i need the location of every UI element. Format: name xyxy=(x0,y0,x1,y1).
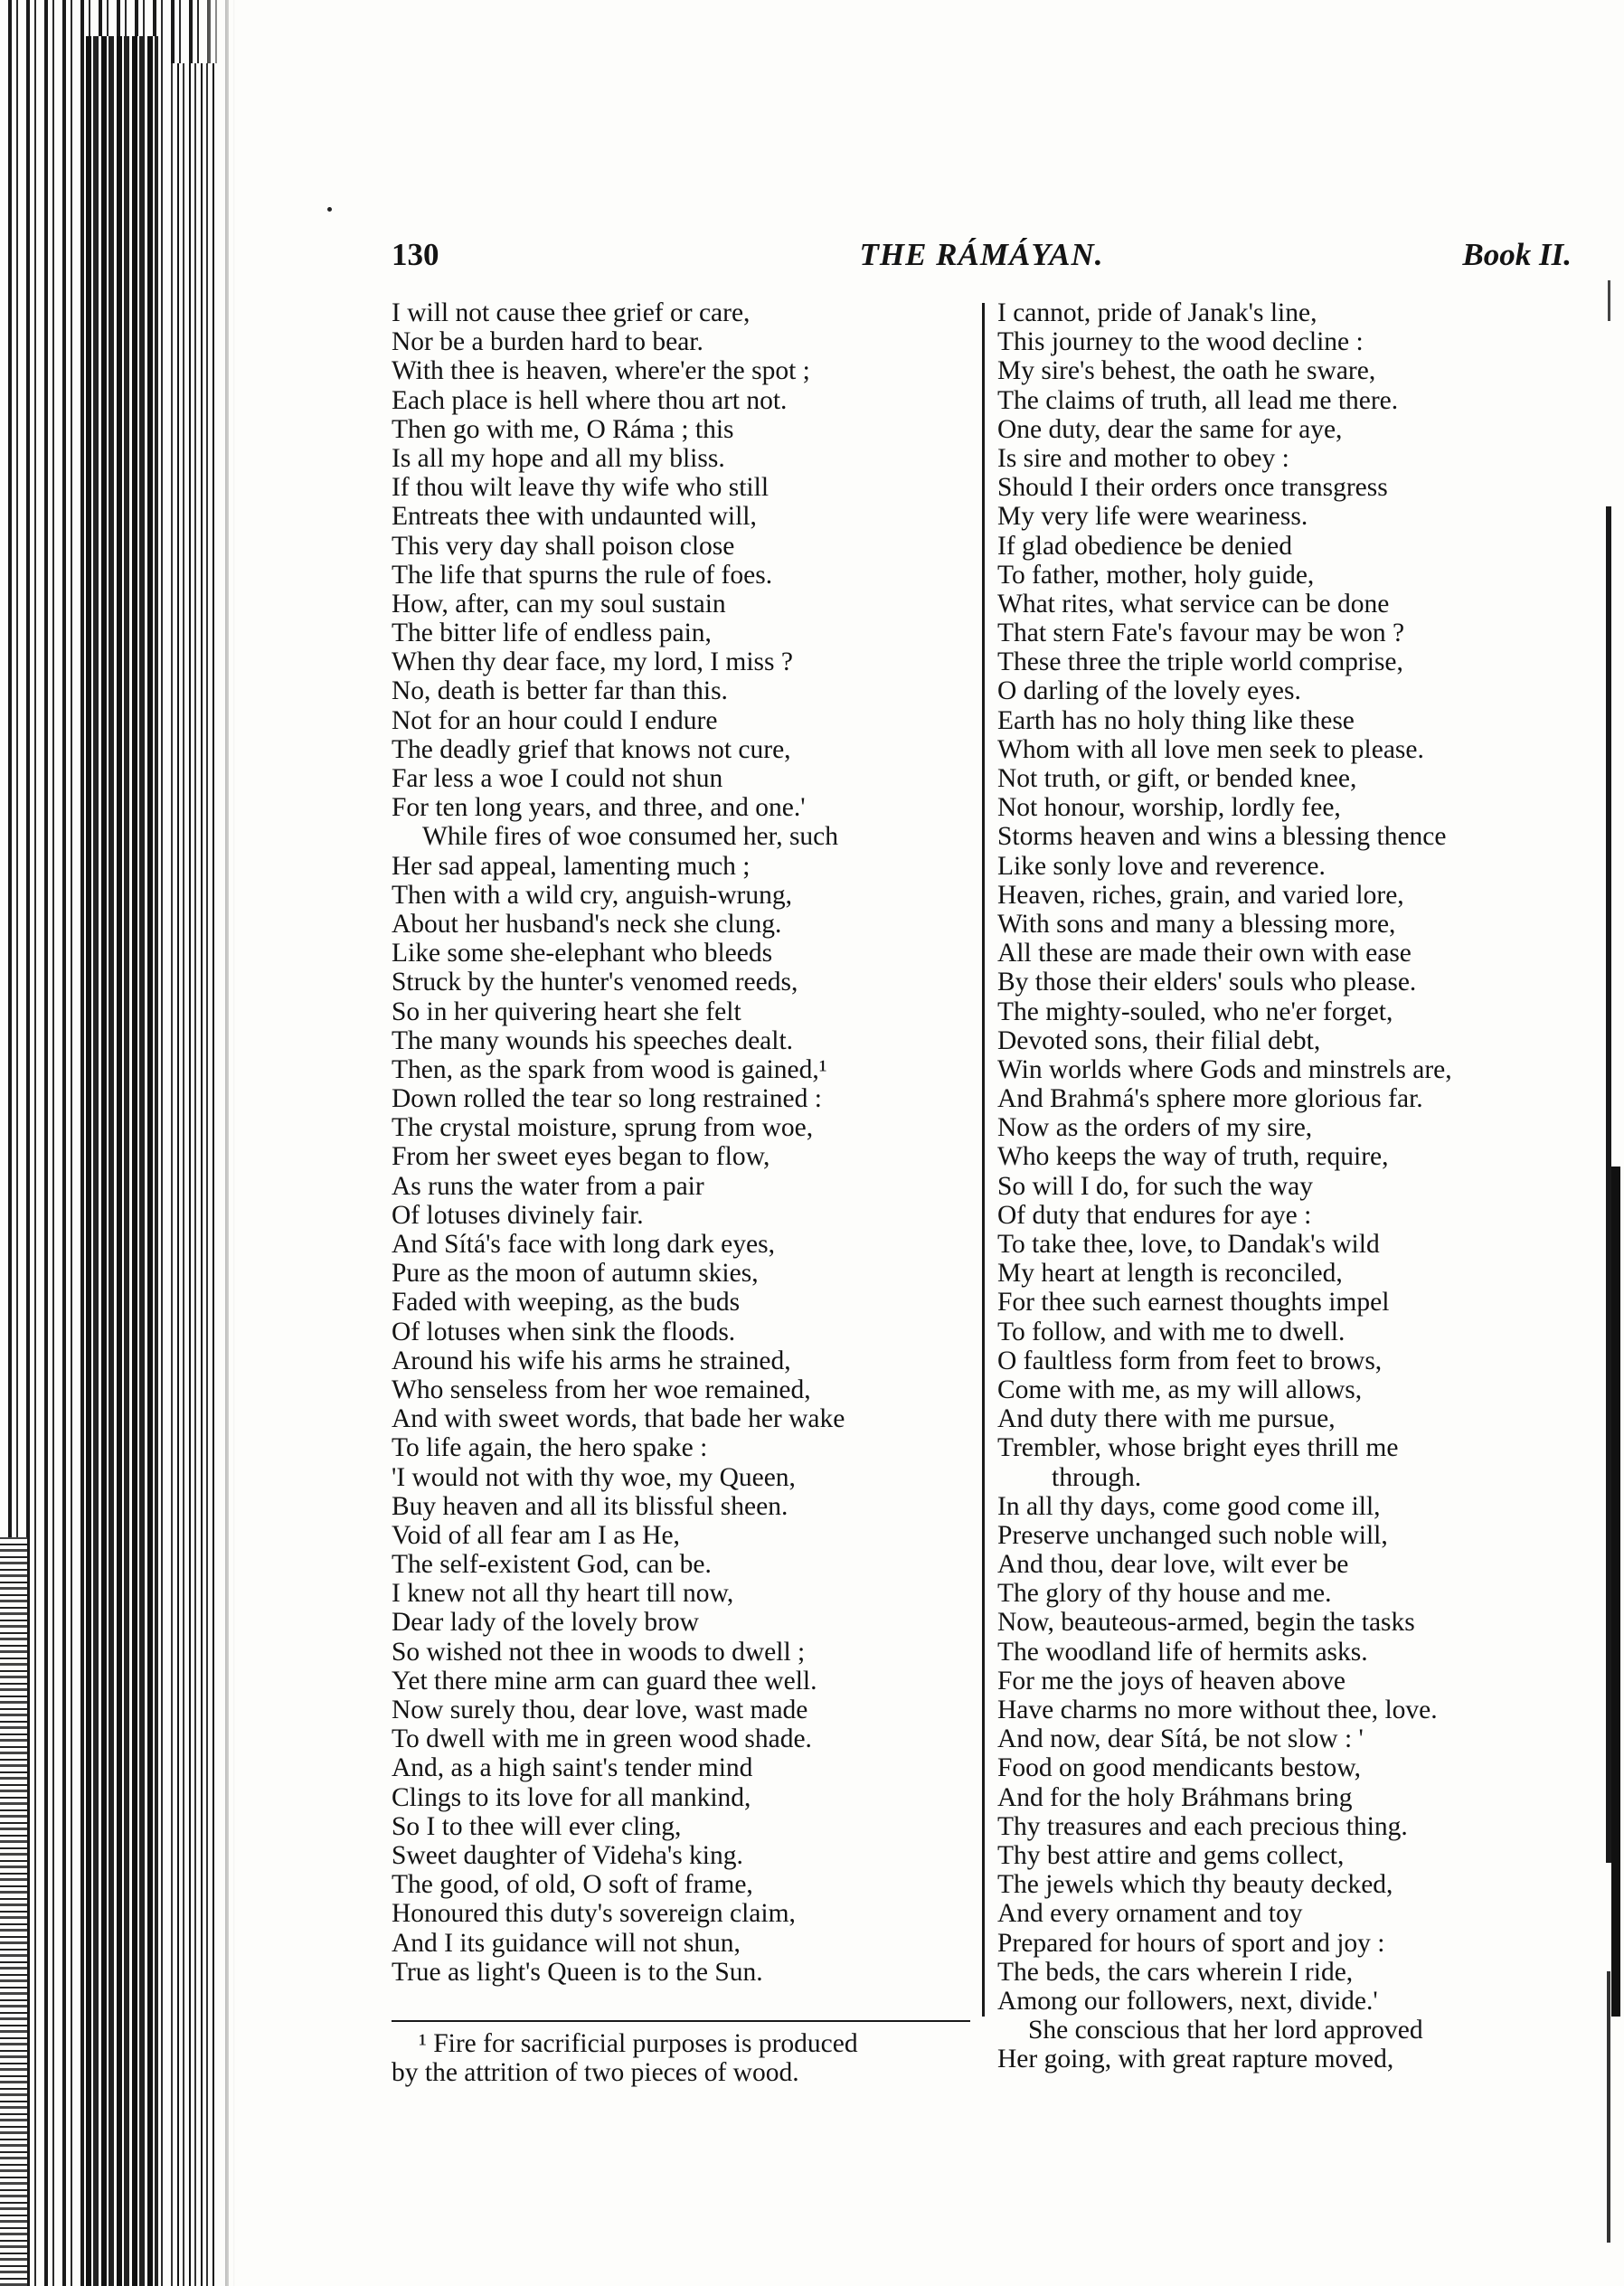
verse-line: Who keeps the way of truth, require, xyxy=(997,1142,1389,1172)
verse-line: Her sad appeal, lamenting much ; xyxy=(392,851,751,881)
verse-line: through. xyxy=(1052,1462,1142,1492)
verse-line: About her husband's neck she clung. xyxy=(392,909,782,939)
verse-line: So I to thee will ever cling, xyxy=(392,1811,682,1841)
verse-line: Then with a wild cry, anguish-wrung, xyxy=(392,880,792,910)
verse-line: With thee is heaven, where'er the spot ; xyxy=(392,356,810,386)
verse-line: With sons and many a blessing more, xyxy=(997,909,1396,939)
verse-line: And I its guidance will not shun, xyxy=(392,1928,741,1958)
verse-line: And with sweet words, that bade her wake xyxy=(392,1404,845,1434)
verse-line: To dwell with me in green wood shade. xyxy=(392,1724,812,1754)
verse-line: The crystal moisture, sprung from woe, xyxy=(392,1113,814,1143)
scan-speck xyxy=(327,207,332,212)
verse-line: From her sweet eyes began to flow, xyxy=(392,1142,770,1172)
verse-line: Have charms no more without thee, love. xyxy=(997,1696,1438,1724)
binding-shadow xyxy=(86,36,158,2286)
verse-line: Now surely thou, dear love, wast made xyxy=(392,1696,808,1724)
verse-line: My heart at length is reconciled, xyxy=(997,1259,1343,1289)
verse-line: Heaven, riches, grain, and varied lore, xyxy=(997,880,1404,910)
verse-line: Down rolled the tear so long restrained : xyxy=(392,1084,822,1114)
verse-line: The self-existent God, can be. xyxy=(392,1550,712,1580)
verse-line: Preserve unchanged such noble will, xyxy=(997,1520,1388,1550)
verse-line: And thou, dear love, wilt ever be xyxy=(997,1550,1349,1580)
verse-line: Now, beauteous-armed, begin the tasks xyxy=(997,1608,1415,1638)
verse-line: The beds, the cars wherein I ride, xyxy=(997,1957,1354,1987)
verse-line: Each place is hell where thou art not. xyxy=(392,385,788,415)
left-column xyxy=(392,298,970,1987)
verse-line: Buy heaven and all its blissful sheen. xyxy=(392,1491,788,1521)
verse-line: Struck by the hunter's venomed reeds, xyxy=(392,968,798,997)
verse-line: Storms heaven and wins a blessing thence xyxy=(997,822,1447,852)
verse-line: Void of all fear am I as He, xyxy=(392,1520,680,1550)
scan-mark xyxy=(1608,280,1610,321)
footnote-rule xyxy=(392,2020,970,2022)
verse-line: And, as a high saint's tender mind xyxy=(392,1753,753,1783)
page-edge-shadow xyxy=(1607,1971,1610,2243)
verse-line: The claims of truth, all lead me there. xyxy=(997,385,1399,415)
verse-line: Not honour, worship, lordly fee, xyxy=(997,793,1341,823)
verse-line: Should I their orders once transgress xyxy=(997,473,1388,503)
verse-line: Earth has no holy thing like these xyxy=(997,705,1355,735)
footnote xyxy=(392,2029,979,2087)
verse-line: 'I would not with thy woe, my Queen, xyxy=(392,1462,796,1492)
verse-line: Of lotuses when sink the floods. xyxy=(392,1317,736,1346)
verse-line: I will not cause thee grief or care, xyxy=(392,298,751,327)
verse-line: Of duty that endures for aye : xyxy=(997,1200,1312,1230)
verse-line: Clings to its love for all mankind, xyxy=(392,1782,751,1812)
verse-line: Around his wife his arms he strained, xyxy=(392,1346,791,1375)
verse-line: If glad obedience be denied xyxy=(997,531,1292,561)
binding-noise xyxy=(0,1537,27,2286)
binding-shadow-inner xyxy=(167,63,217,2286)
running-title: THE RÁMÁYAN. xyxy=(859,237,1104,272)
verse-line: One duty, dear the same for aye, xyxy=(997,414,1343,444)
verse-line: If thou wilt leave thy wife who still xyxy=(392,473,770,503)
verse-line: Then, as the spark from wood is gained,¹ xyxy=(392,1054,827,1084)
verse-line: How, after, can my soul sustain xyxy=(392,589,726,619)
verse-line: My sire's behest, the oath he sware, xyxy=(997,356,1376,386)
verse-line: To take thee, love, to Dandak's wild xyxy=(997,1230,1380,1259)
verse-line: The woodland life of hermits asks. xyxy=(997,1637,1368,1667)
verse-line: While fires of woe consumed her, such xyxy=(422,822,839,852)
verse-line: To follow, and with me to dwell. xyxy=(997,1317,1345,1346)
verse-line: Like sonly love and reverence. xyxy=(997,851,1326,881)
verse-line: My very life were weariness. xyxy=(997,502,1308,532)
verse-line: Is sire and mother to obey : xyxy=(997,443,1289,473)
verse-line: Devoted sons, their filial debt, xyxy=(997,1025,1321,1055)
verse-line: O faultless form from feet to brows, xyxy=(997,1346,1383,1375)
footnote-line: ¹ Fire for sacrificial purposes is produced xyxy=(419,2029,858,2058)
verse-line: And Sítá's face with long dark eyes, xyxy=(392,1230,775,1259)
page-edge-shadow xyxy=(1611,1167,1620,2017)
verse-line: When thy dear face, my lord, I miss ? xyxy=(392,647,793,677)
verse-line: The mighty-souled, who ne'er forget, xyxy=(997,997,1393,1026)
verse-line: The bitter life of endless pain, xyxy=(392,619,712,648)
verse-line: For ten long years, and three, and one.' xyxy=(392,793,806,823)
verse-line: Nor be a burden hard to bear. xyxy=(392,327,703,357)
verse-line: And every ornament and toy xyxy=(997,1899,1303,1929)
verse-line: Far less a woe I could not shun xyxy=(392,764,723,793)
verse-line: Who senseless from her woe remained, xyxy=(392,1374,811,1404)
verse-line: Not truth, or gift, or bended knee, xyxy=(997,764,1357,793)
verse-line: That stern Fate's favour may be won ? xyxy=(997,619,1405,648)
verse-line: The many wounds his speeches dealt. xyxy=(392,1025,794,1055)
verse-line: Thy best attire and gems collect, xyxy=(997,1840,1345,1870)
column-rule xyxy=(982,303,985,2017)
verse-line: So wished not thee in woods to dwell ; xyxy=(392,1637,806,1667)
verse-line: Dear lady of the lovely brow xyxy=(392,1608,699,1638)
verse-line: And for the holy Bráhmans bring xyxy=(997,1782,1353,1812)
verse-line: I cannot, pride of Janak's line, xyxy=(997,298,1317,327)
verse-line: So will I do, for such the way xyxy=(997,1171,1314,1201)
verse-line: Pure as the moon of autumn skies, xyxy=(392,1259,759,1289)
verse-line: Among our followers, next, divide.' xyxy=(997,1986,1378,2016)
verse-line: And now, dear Sítá, be not slow : ' xyxy=(997,1724,1364,1754)
verse-line: O darling of the lovely eyes. xyxy=(997,676,1301,706)
verse-line: And Brahmá's sphere more glorious far. xyxy=(997,1084,1423,1114)
verse-line: Her going, with great rapture moved, xyxy=(997,2045,1394,2074)
verse-line: To life again, the hero spake : xyxy=(392,1433,708,1463)
verse-line: Like some she-elephant who bleeds xyxy=(392,939,773,968)
verse-line: This very day shall poison close xyxy=(392,531,735,561)
verse-line: Entreats thee with undaunted will, xyxy=(392,502,757,532)
verse-line: Trembler, whose bright eyes thrill me xyxy=(997,1433,1399,1463)
verse-line: Faded with weeping, as the buds xyxy=(392,1288,741,1318)
verse-line: All these are made their own with ease xyxy=(997,939,1412,968)
right-column xyxy=(997,298,1576,2073)
verse-line: In all thy days, come good come ill, xyxy=(997,1491,1381,1521)
book-label: Book II. xyxy=(1462,237,1572,272)
verse-line: Food on good mendicants bestow, xyxy=(997,1753,1362,1783)
verse-line: These three the triple world comprise, xyxy=(997,647,1403,677)
verse-line: Of lotuses divinely fair. xyxy=(392,1200,644,1230)
verse-line: For thee such earnest thoughts impel xyxy=(997,1288,1390,1318)
verse-line: Whom with all love men seek to please. xyxy=(997,734,1424,764)
running-header xyxy=(392,237,1572,277)
verse-line: Is all my hope and all my bliss. xyxy=(392,443,725,473)
verse-line: I knew not all thy heart till now, xyxy=(392,1579,734,1609)
verse-line: The deadly grief that knows not cure, xyxy=(392,734,791,764)
verse-line: Now as the orders of my sire, xyxy=(997,1113,1313,1143)
verse-line: Sweet daughter of Videha's king. xyxy=(392,1840,743,1870)
verse-line: Yet there mine arm can guard thee well. xyxy=(392,1666,817,1696)
verse-line: Win worlds where Gods and minstrels are, xyxy=(997,1054,1452,1084)
verse-line: Then go with me, O Ráma ; this xyxy=(392,414,734,444)
verse-line: The life that spurns the rule of foes. xyxy=(392,560,773,590)
verse-line: So in her quivering heart she felt xyxy=(392,997,741,1026)
verse-line: Thy treasures and each precious thing. xyxy=(997,1811,1408,1841)
verse-line: To father, mother, holy guide, xyxy=(997,560,1315,590)
verse-line: And duty there with me pursue, xyxy=(997,1404,1336,1434)
verse-line: For me the joys of heaven above xyxy=(997,1666,1346,1696)
verse-line: Not for an hour could I endure xyxy=(392,705,718,735)
verse-line: She conscious that her lord approved xyxy=(1028,2016,1423,2045)
verse-line: This journey to the wood decline : xyxy=(997,327,1364,357)
verse-line: Prepared for hours of sport and joy : xyxy=(997,1928,1385,1958)
verse-line: True as light's Queen is to the Sun. xyxy=(392,1957,763,1987)
verse-line: By those their elders' souls who please. xyxy=(997,968,1417,997)
verse-line: The good, of old, O soft of frame, xyxy=(392,1870,753,1900)
verse-line: Come with me, as my will allows, xyxy=(997,1374,1363,1404)
page-number: 130 xyxy=(392,237,439,272)
verse-line: The jewels which thy beauty decked, xyxy=(997,1870,1393,1900)
verse-line: As runs the water from a pair xyxy=(392,1171,704,1201)
footnote-line: by the attrition of two pieces of wood. xyxy=(392,2058,799,2087)
verse-line: No, death is better far than this. xyxy=(392,676,728,706)
verse-line: The glory of thy house and me. xyxy=(997,1579,1332,1609)
verse-line: Honoured this duty's sovereign claim, xyxy=(392,1899,796,1929)
verse-line: What rites, what service can be done xyxy=(997,589,1390,619)
